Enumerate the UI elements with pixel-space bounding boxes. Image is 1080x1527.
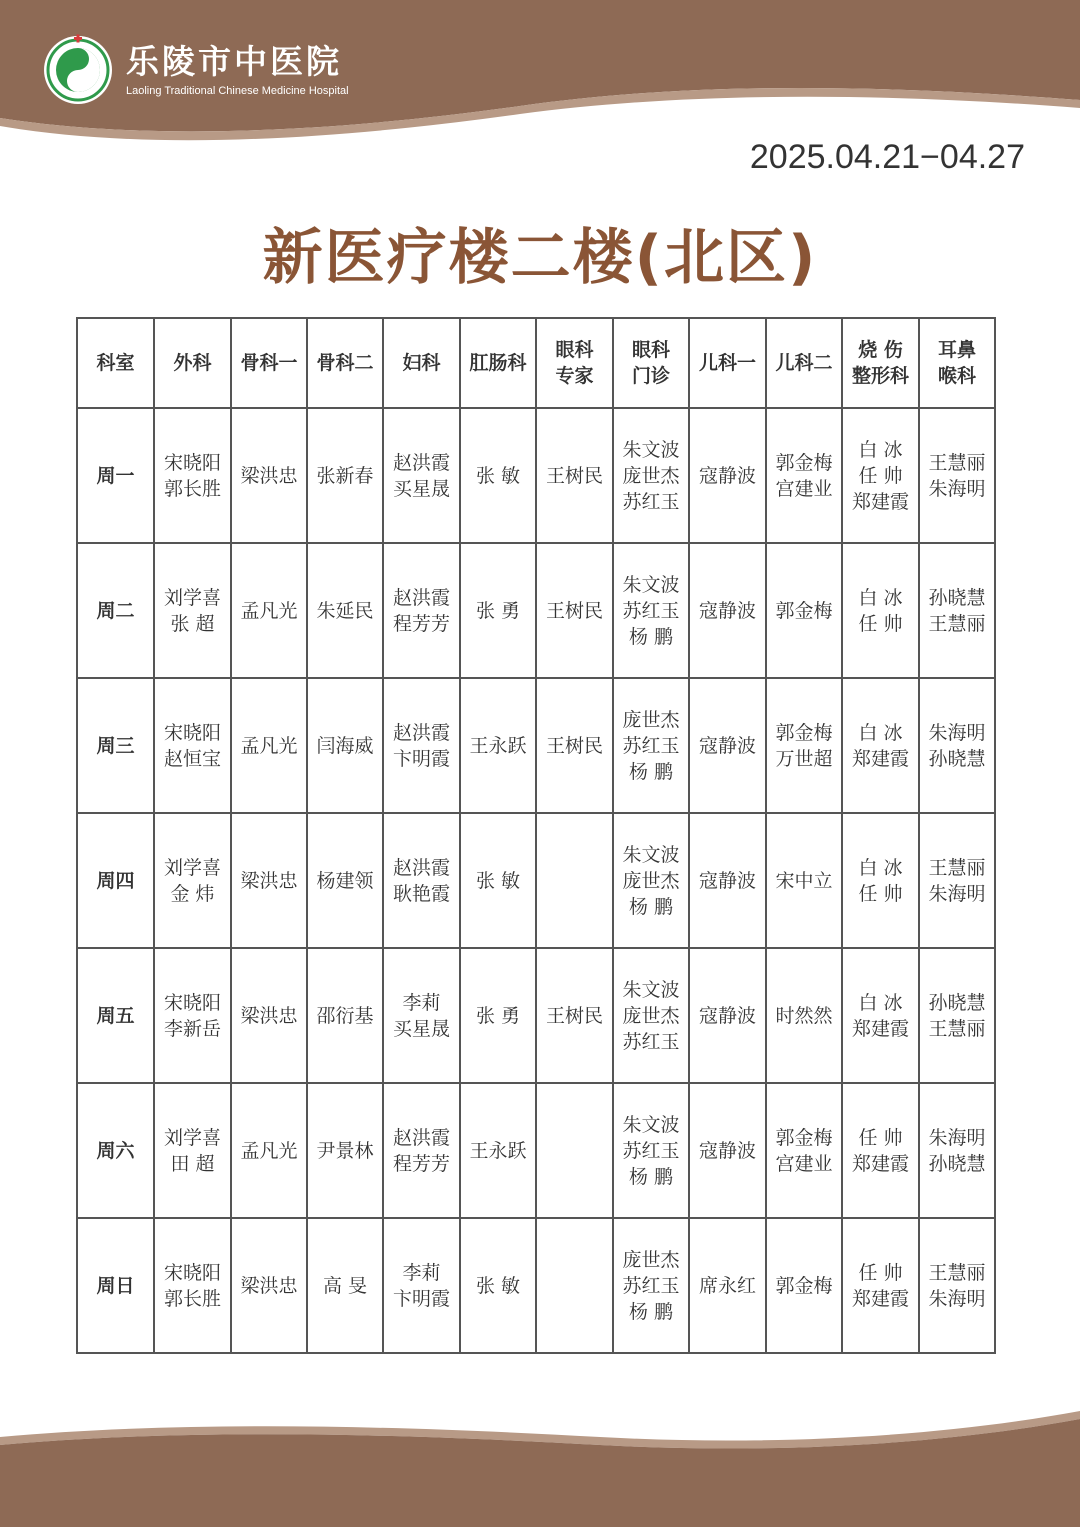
cell-line: 朱海明: [928, 882, 986, 905]
cell-line: 郑建霞: [851, 1287, 909, 1310]
cell-line: 杨 鹏: [628, 625, 674, 648]
doctor-cell: [919, 1218, 995, 1353]
column-header: [842, 318, 919, 408]
cell-line: 万世超: [775, 747, 833, 770]
cell-line: 郭金梅: [775, 451, 833, 474]
cell-line: 郭金梅: [775, 721, 833, 744]
hospital-brand: [42, 34, 349, 106]
cell-line: 李莉: [402, 991, 441, 1014]
cell-line: 张新春: [316, 464, 374, 487]
cell-line: 程芳芳: [392, 1152, 450, 1175]
cell-line: 朱文波: [622, 843, 680, 866]
table-header-row: [77, 318, 995, 408]
weekday-cell: 周一: [77, 408, 154, 543]
doctor-cell: [689, 408, 766, 543]
cell-line: 苏红玉: [622, 1139, 680, 1162]
doctor-cell: [842, 408, 919, 543]
cell-line: 王永跃: [469, 1139, 527, 1162]
doctor-cell: [842, 948, 919, 1083]
cell-line: 杨 鹏: [628, 895, 674, 918]
cell-line: 宋中立: [775, 869, 833, 892]
doctor-cell: [154, 408, 231, 543]
doctor-cell: [536, 1218, 613, 1353]
cell-line: 朱海明: [928, 477, 986, 500]
doctor-cell: [383, 1218, 460, 1353]
cell-line: 王树民: [545, 734, 603, 757]
cell-line: 朱文波: [622, 978, 680, 1001]
cell-line: 李莉: [402, 1261, 441, 1284]
doctor-cell: [383, 813, 460, 948]
column-header: [231, 318, 307, 408]
cell-line: 王慧丽: [928, 1017, 986, 1040]
cell-line: 喉科: [937, 365, 976, 387]
doctor-cell: [613, 678, 689, 813]
cell-line: 郭金梅: [775, 1126, 833, 1149]
cell-line: 朱海明: [928, 721, 986, 744]
cell-line: 任 帅: [858, 612, 903, 635]
footer-band: [0, 1397, 1080, 1527]
doctor-cell: [231, 948, 307, 1083]
doctor-cell: [766, 408, 842, 543]
cell-line: 耿艳霞: [392, 882, 450, 905]
doctor-cell: [689, 543, 766, 678]
doctor-cell: [919, 948, 995, 1083]
cell-line: 苏红玉: [622, 599, 680, 622]
yin-yang-cross-emblem-icon: [42, 34, 114, 106]
table-row: [77, 408, 995, 543]
cell-line: 杨 鹏: [628, 1300, 674, 1323]
doctor-cell: [536, 813, 613, 948]
cell-line: 郭长胜: [163, 477, 221, 500]
cell-line: 白 冰: [858, 586, 903, 609]
cell-line: 朱海明: [928, 1126, 986, 1149]
cell-line: 张 勇: [475, 599, 521, 622]
cell-line: 宋晓阳: [163, 991, 221, 1014]
doctor-cell: [613, 1083, 689, 1218]
weekday-cell: 周四: [77, 813, 154, 948]
cell-line: 杨 鹏: [628, 1165, 674, 1188]
doctor-cell: [307, 543, 383, 678]
doctor-cell: [307, 678, 383, 813]
column-header-department: [77, 318, 154, 408]
cell-line: 儿科一: [698, 352, 756, 374]
cell-line: 郭金梅: [775, 599, 833, 622]
weekday-cell: 周六: [77, 1083, 154, 1218]
cell-line: 门诊: [631, 365, 670, 387]
cell-line: 朱海明: [928, 1287, 986, 1310]
column-header: [919, 318, 995, 408]
doctor-cell: [766, 1218, 842, 1353]
doctor-cell: [766, 543, 842, 678]
doctor-cell: [842, 543, 919, 678]
cell-line: 寇静波: [698, 869, 756, 892]
cell-line: 王永跃: [469, 734, 527, 757]
cell-line: 庞世杰: [622, 1004, 680, 1027]
cell-line: 卞明霞: [392, 1287, 450, 1310]
doctor-cell: [383, 948, 460, 1083]
doctor-cell: [842, 1218, 919, 1353]
doctor-cell: [460, 1083, 536, 1218]
cell-line: 高 旻: [322, 1274, 368, 1297]
doctor-cell: [231, 1218, 307, 1353]
hospital-name-english: Laoling Traditional Chinese Medicine Hospital: [126, 85, 349, 97]
cell-line: 宫建业: [775, 1152, 833, 1175]
cell-line: 眼科: [555, 339, 594, 361]
cell-line: 宋晓阳: [163, 1261, 221, 1284]
cell-line: 刘学喜: [163, 1126, 221, 1149]
cell-line: 赵洪霞: [392, 856, 450, 879]
cell-line: 朱延民: [316, 599, 374, 622]
cell-line: 郑建霞: [851, 1152, 909, 1175]
cell-line: 赵洪霞: [392, 1126, 450, 1149]
cell-line: 刘学喜: [163, 586, 221, 609]
cell-line: 赵恒宝: [163, 747, 221, 770]
cell-line: 郑建霞: [851, 1017, 909, 1040]
doctor-cell: [460, 678, 536, 813]
column-header: [536, 318, 613, 408]
doctor-cell: [231, 678, 307, 813]
date-range: 2025.04.21−04.27: [749, 138, 1025, 176]
cell-line: 肛肠科: [469, 352, 527, 374]
column-header: [766, 318, 842, 408]
cell-line: 任 帅: [858, 464, 903, 487]
doctor-cell: [231, 813, 307, 948]
doctor-cell: [766, 1083, 842, 1218]
cell-line: 张 勇: [475, 1004, 521, 1027]
doctor-cell: [307, 948, 383, 1083]
doctor-cell: [613, 813, 689, 948]
cell-line: 郑建霞: [851, 747, 909, 770]
doctor-cell: [536, 678, 613, 813]
cell-line: 赵洪霞: [392, 721, 450, 744]
cell-line: 王慧丽: [928, 1261, 986, 1284]
cell-line: 白 冰: [858, 721, 903, 744]
cell-line: 寇静波: [698, 599, 756, 622]
cell-line: 任 帅: [858, 1261, 903, 1284]
cell-line: 白 冰: [858, 438, 903, 461]
doctor-cell: [307, 813, 383, 948]
cell-line: 骨科一: [240, 352, 298, 374]
doctor-cell: [919, 678, 995, 813]
cell-line: 杨 鹏: [628, 760, 674, 783]
doctor-cell: [613, 543, 689, 678]
cell-line: 尹景林: [316, 1139, 374, 1162]
cell-line: 孟凡光: [240, 734, 298, 757]
cell-line: 时然然: [775, 1004, 833, 1027]
table-row: [77, 678, 995, 813]
doctor-cell: [154, 543, 231, 678]
cell-line: 科室: [96, 352, 135, 374]
cell-line: 刘学喜: [163, 856, 221, 879]
cell-line: 朱文波: [622, 1113, 680, 1136]
doctor-cell: [919, 1083, 995, 1218]
doctor-cell: [613, 408, 689, 543]
doctor-cell: [231, 543, 307, 678]
cell-line: 白 冰: [858, 991, 903, 1014]
cell-line: 孙晓慧: [928, 991, 986, 1014]
cell-line: 孟凡光: [240, 599, 298, 622]
cell-line: 苏红玉: [622, 490, 680, 513]
doctor-cell: [536, 543, 613, 678]
table-row: [77, 1083, 995, 1218]
doctor-cell: [154, 1218, 231, 1353]
cell-line: 苏红玉: [622, 1030, 680, 1053]
doctor-cell: [154, 948, 231, 1083]
cell-line: 朱文波: [622, 573, 680, 596]
doctor-cell: [536, 408, 613, 543]
cell-line: 孙晓慧: [928, 586, 986, 609]
doctor-cell: [231, 1083, 307, 1218]
cell-line: 张 超: [170, 612, 215, 635]
doctor-cell: [842, 813, 919, 948]
cell-line: 闫海威: [316, 734, 374, 757]
cell-line: 席永红: [698, 1274, 756, 1297]
doctor-cell: [383, 408, 460, 543]
doctor-cell: [383, 543, 460, 678]
doctor-cell: [842, 678, 919, 813]
doctor-cell: [460, 408, 536, 543]
cell-line: 庞世杰: [622, 708, 680, 731]
weekday-cell: 周五: [77, 948, 154, 1083]
cell-line: 李新岳: [163, 1017, 221, 1040]
doctor-cell: [307, 1083, 383, 1218]
doctor-cell: [383, 678, 460, 813]
hospital-name: 乐陵市中医院: [126, 42, 342, 81]
doctor-cell: [919, 813, 995, 948]
cell-line: 庞世杰: [622, 869, 680, 892]
doctor-cell: [536, 948, 613, 1083]
doctor-cell: [689, 948, 766, 1083]
cell-line: 寇静波: [698, 1004, 756, 1027]
cell-line: 杨建领: [316, 869, 374, 892]
cell-line: 梁洪忠: [240, 1274, 298, 1297]
cell-line: 儿科二: [775, 352, 833, 374]
cell-line: 烧 伤: [858, 339, 903, 361]
cell-line: 庞世杰: [622, 1248, 680, 1271]
doctor-cell: [689, 678, 766, 813]
column-header: [460, 318, 536, 408]
duty-schedule-table: [76, 317, 996, 1354]
cell-line: 宋晓阳: [163, 451, 221, 474]
cell-line: 孙晓慧: [928, 1152, 986, 1175]
doctor-cell: [919, 408, 995, 543]
cell-line: 整形科: [851, 365, 909, 387]
cell-line: 郭金梅: [775, 1274, 833, 1297]
cell-line: 赵洪霞: [392, 451, 450, 474]
cell-line: 寇静波: [698, 1139, 756, 1162]
cell-line: 张 敏: [475, 869, 521, 892]
doctor-cell: [766, 813, 842, 948]
cell-line: 宋晓阳: [163, 721, 221, 744]
doctor-cell: [613, 948, 689, 1083]
cell-line: 买星晟: [392, 1017, 450, 1040]
cell-line: 金 炜: [170, 882, 215, 905]
cell-line: 苏红玉: [622, 1274, 680, 1297]
cell-line: 田 超: [170, 1152, 215, 1175]
cell-line: 寇静波: [698, 734, 756, 757]
doctor-cell: [766, 678, 842, 813]
cell-line: 张 敏: [475, 464, 521, 487]
cell-line: 妇科: [402, 352, 441, 374]
cell-line: 眼科: [631, 339, 670, 361]
doctor-cell: [842, 1083, 919, 1218]
table-row: [77, 813, 995, 948]
cell-line: 任 帅: [858, 882, 903, 905]
doctor-cell: [154, 813, 231, 948]
table-row: [77, 1218, 995, 1353]
cell-line: 王慧丽: [928, 612, 986, 635]
table-row: [77, 948, 995, 1083]
cell-line: 孟凡光: [240, 1139, 298, 1162]
cell-line: 宫建业: [775, 477, 833, 500]
doctor-cell: [383, 1083, 460, 1218]
doctor-cell: [689, 1218, 766, 1353]
cell-line: 郑建霞: [851, 490, 909, 513]
doctor-cell: [536, 1083, 613, 1218]
doctor-cell: [919, 543, 995, 678]
column-header: [613, 318, 689, 408]
table-row: [77, 543, 995, 678]
cell-line: 卞明霞: [392, 747, 450, 770]
cell-line: 耳鼻: [937, 339, 976, 361]
doctor-cell: [231, 408, 307, 543]
column-header: [383, 318, 460, 408]
doctor-cell: [460, 1218, 536, 1353]
cell-line: 王树民: [545, 1004, 603, 1027]
doctor-cell: [460, 813, 536, 948]
cell-line: 梁洪忠: [240, 464, 298, 487]
cell-line: 郭长胜: [163, 1287, 221, 1310]
cell-line: 庞世杰: [622, 464, 680, 487]
doctor-cell: [766, 948, 842, 1083]
cell-line: 骨科二: [316, 352, 374, 374]
cell-line: 王树民: [545, 464, 603, 487]
cell-line: 王慧丽: [928, 856, 986, 879]
cell-line: 任 帅: [858, 1126, 903, 1149]
cell-line: 朱文波: [622, 438, 680, 461]
doctor-cell: [154, 1083, 231, 1218]
weekday-cell: 周日: [77, 1218, 154, 1353]
cell-line: 苏红玉: [622, 734, 680, 757]
doctor-cell: [613, 1218, 689, 1353]
cell-line: 王慧丽: [928, 451, 986, 474]
doctor-cell: [154, 678, 231, 813]
column-header: [307, 318, 383, 408]
cell-line: 张 敏: [475, 1274, 521, 1297]
table-body: [77, 408, 995, 1353]
cell-line: 孙晓慧: [928, 747, 986, 770]
column-header: [154, 318, 231, 408]
cell-line: 王树民: [545, 599, 603, 622]
cell-line: 白 冰: [858, 856, 903, 879]
weekday-cell: 周二: [77, 543, 154, 678]
cell-line: 梁洪忠: [240, 1004, 298, 1027]
doctor-cell: [460, 948, 536, 1083]
doctor-cell: [307, 408, 383, 543]
page-title: 新医疗楼二楼(北区): [262, 223, 818, 293]
cell-line: 程芳芳: [392, 612, 450, 635]
column-header: [689, 318, 766, 408]
cell-line: 寇静波: [698, 464, 756, 487]
doctor-cell: [460, 543, 536, 678]
cell-line: 专家: [555, 365, 594, 387]
cell-line: 买星晟: [392, 477, 450, 500]
weekday-cell: 周三: [77, 678, 154, 813]
cell-line: 邵衍基: [316, 1004, 374, 1027]
cell-line: 赵洪霞: [392, 586, 450, 609]
doctor-cell: [689, 1083, 766, 1218]
doctor-cell: [689, 813, 766, 948]
cell-line: 梁洪忠: [240, 869, 298, 892]
cell-line: 外科: [173, 352, 212, 374]
doctor-cell: [307, 1218, 383, 1353]
